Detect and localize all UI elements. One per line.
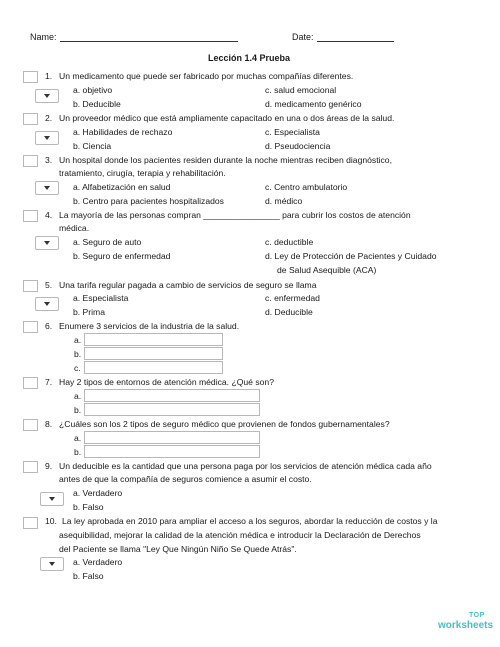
q2-dropdown[interactable]: [35, 131, 59, 145]
q4-number: 4.: [45, 210, 53, 220]
q5-option-a: a. Especialista: [73, 293, 129, 303]
q7-answer-box[interactable]: [23, 377, 38, 389]
q4-text-line1: La mayoría de las personas compran ________________ para cubrir los costos de atención: [59, 210, 411, 220]
q1-answer-box[interactable]: [23, 71, 38, 83]
q10-text-line2: asequibilidad, mejorar la calidad de la atención médica e introducir la Declaración de Derechos: [59, 530, 421, 540]
q9-text-line1: Un deducible es la cantidad que una persona paga por los servicios de atención médica cada año: [59, 461, 432, 471]
q6-label-b: b.: [74, 349, 82, 359]
date-line: [317, 41, 394, 42]
q3-number: 3.: [45, 155, 53, 165]
q6-text: Enumere 3 servicios de la industria de la salud.: [59, 321, 240, 331]
q7-text: Hay 2 tipos de entornos de atención médica. ¿Qué son?: [59, 377, 274, 387]
q3-text-line1: Un hospital donde los pacientes residen durante la noche mientras reciben diagnóstico,: [59, 155, 392, 165]
q3-option-d: d. médico: [265, 196, 303, 206]
q6-answer-field-a[interactable]: [84, 333, 223, 346]
q4-option-c: c. deductible: [265, 237, 314, 247]
q9-answer-box[interactable]: [23, 461, 38, 473]
q9-option-a: a. Verdadero: [73, 488, 123, 498]
q1-option-b: b. Deducible: [73, 99, 121, 109]
q6-answer-field-c[interactable]: [84, 361, 223, 374]
name-line: [60, 41, 238, 42]
q4-option-a: a. Seguro de auto: [73, 237, 142, 247]
q10-number: 10.: [45, 516, 57, 526]
q5-option-c: c. enfermedad: [265, 293, 320, 303]
q3-option-a: a. Alfabetización en salud: [73, 182, 171, 192]
q3-option-c: c. Centro ambulatorio: [265, 182, 348, 192]
q9-text-line2: antes de que la compañía de seguros comience a asumir el costo.: [59, 474, 312, 484]
q4-answer-box[interactable]: [23, 210, 38, 222]
q4-option-d-line2: de Salud Asequible (ACA): [277, 265, 377, 275]
logo-top-text: TOP: [469, 612, 485, 619]
q7-label-b: b.: [74, 405, 82, 415]
q8-number: 8.: [45, 419, 53, 429]
q2-answer-box[interactable]: [23, 113, 38, 125]
q8-answer-field-b[interactable]: [84, 445, 260, 458]
q7-answer-field-b[interactable]: [84, 403, 260, 416]
q5-number: 5.: [45, 280, 53, 290]
q10-option-b: b. Falso: [73, 571, 104, 581]
q8-label-a: a.: [74, 433, 82, 443]
q5-dropdown[interactable]: [35, 297, 59, 311]
logo-worksheets-text: worksheets: [438, 620, 494, 631]
q3-option-b: b. Centro para pacientes hospitalizados: [73, 196, 224, 206]
page-title: Lección 1.4 Prueba: [208, 53, 291, 63]
q5-text: Una tarifa regular pagada a cambio de servicios de seguro se llama: [59, 280, 317, 290]
q9-option-b: b. Falso: [73, 502, 104, 512]
q6-number: 6.: [45, 321, 53, 331]
q2-option-b: b. Ciencia: [73, 141, 112, 151]
q6-answer-field-b[interactable]: [84, 347, 223, 360]
q6-label-c: c.: [74, 363, 81, 373]
q3-answer-box[interactable]: [23, 155, 38, 167]
q1-number: 1.: [45, 71, 53, 81]
q6-label-a: a.: [74, 335, 82, 345]
date-label: Date:: [292, 32, 314, 42]
q7-number: 7.: [45, 377, 53, 387]
q3-text-line2: tratamiento, cirugía, terapia y rehabilitación.: [59, 168, 226, 178]
q5-option-b: b. Prima: [73, 307, 105, 317]
q1-text: Un medicamento que puede ser fabricado por muchas compañías diferentes.: [59, 71, 354, 81]
q1-dropdown[interactable]: [35, 89, 59, 103]
q9-dropdown[interactable]: [40, 492, 64, 506]
q2-option-d: d. Pseudociencia: [265, 141, 331, 151]
q8-answer-field-a[interactable]: [84, 431, 260, 444]
q7-answer-field-a[interactable]: [84, 389, 260, 402]
q4-option-b: b. Seguro de enfermedad: [73, 251, 171, 261]
name-label: Name:: [30, 32, 57, 42]
q4-text-line2: médica.: [59, 223, 90, 233]
q4-dropdown[interactable]: [35, 236, 59, 250]
q2-text: Un proveedor médico que está ampliamente capacitado en una o dos áreas de la salud.: [59, 113, 395, 123]
q10-text-line1: La ley aprobada en 2010 para ampliar el acceso a los seguros, abordar la reducción de costos y la: [62, 516, 438, 526]
q2-option-a: a. Habilidades de rechazo: [73, 127, 173, 137]
q8-text: ¿Cuáles son los 2 tipos de seguro médico que provienen de fondos gubernamentales?: [59, 419, 390, 429]
q1-option-d: d. medicamento genérico: [265, 99, 362, 109]
q10-answer-box[interactable]: [23, 517, 38, 529]
q1-option-a: a. objetivo: [73, 85, 113, 95]
q3-dropdown[interactable]: [35, 181, 59, 195]
q8-label-b: b.: [74, 447, 82, 457]
q5-answer-box[interactable]: [23, 280, 38, 292]
q9-number: 9.: [45, 461, 53, 471]
q2-number: 2.: [45, 113, 53, 123]
q5-option-d: d. Deducible: [265, 307, 313, 317]
q4-option-d-line1: d. Ley de Protección de Pacientes y Cuidado: [265, 251, 437, 261]
q10-dropdown[interactable]: [40, 557, 64, 571]
q8-answer-box[interactable]: [23, 419, 38, 431]
q10-option-a: a. Verdadero: [73, 557, 123, 567]
q1-option-c: c. salud emocional: [265, 85, 337, 95]
q2-option-c: c. Especialista: [265, 127, 320, 137]
q10-text-line3: del Paciente se llama "Ley Que Ningún Niño Se Quede Atrás".: [59, 544, 297, 554]
q7-label-a: a.: [74, 391, 82, 401]
q6-answer-box[interactable]: [23, 321, 38, 333]
